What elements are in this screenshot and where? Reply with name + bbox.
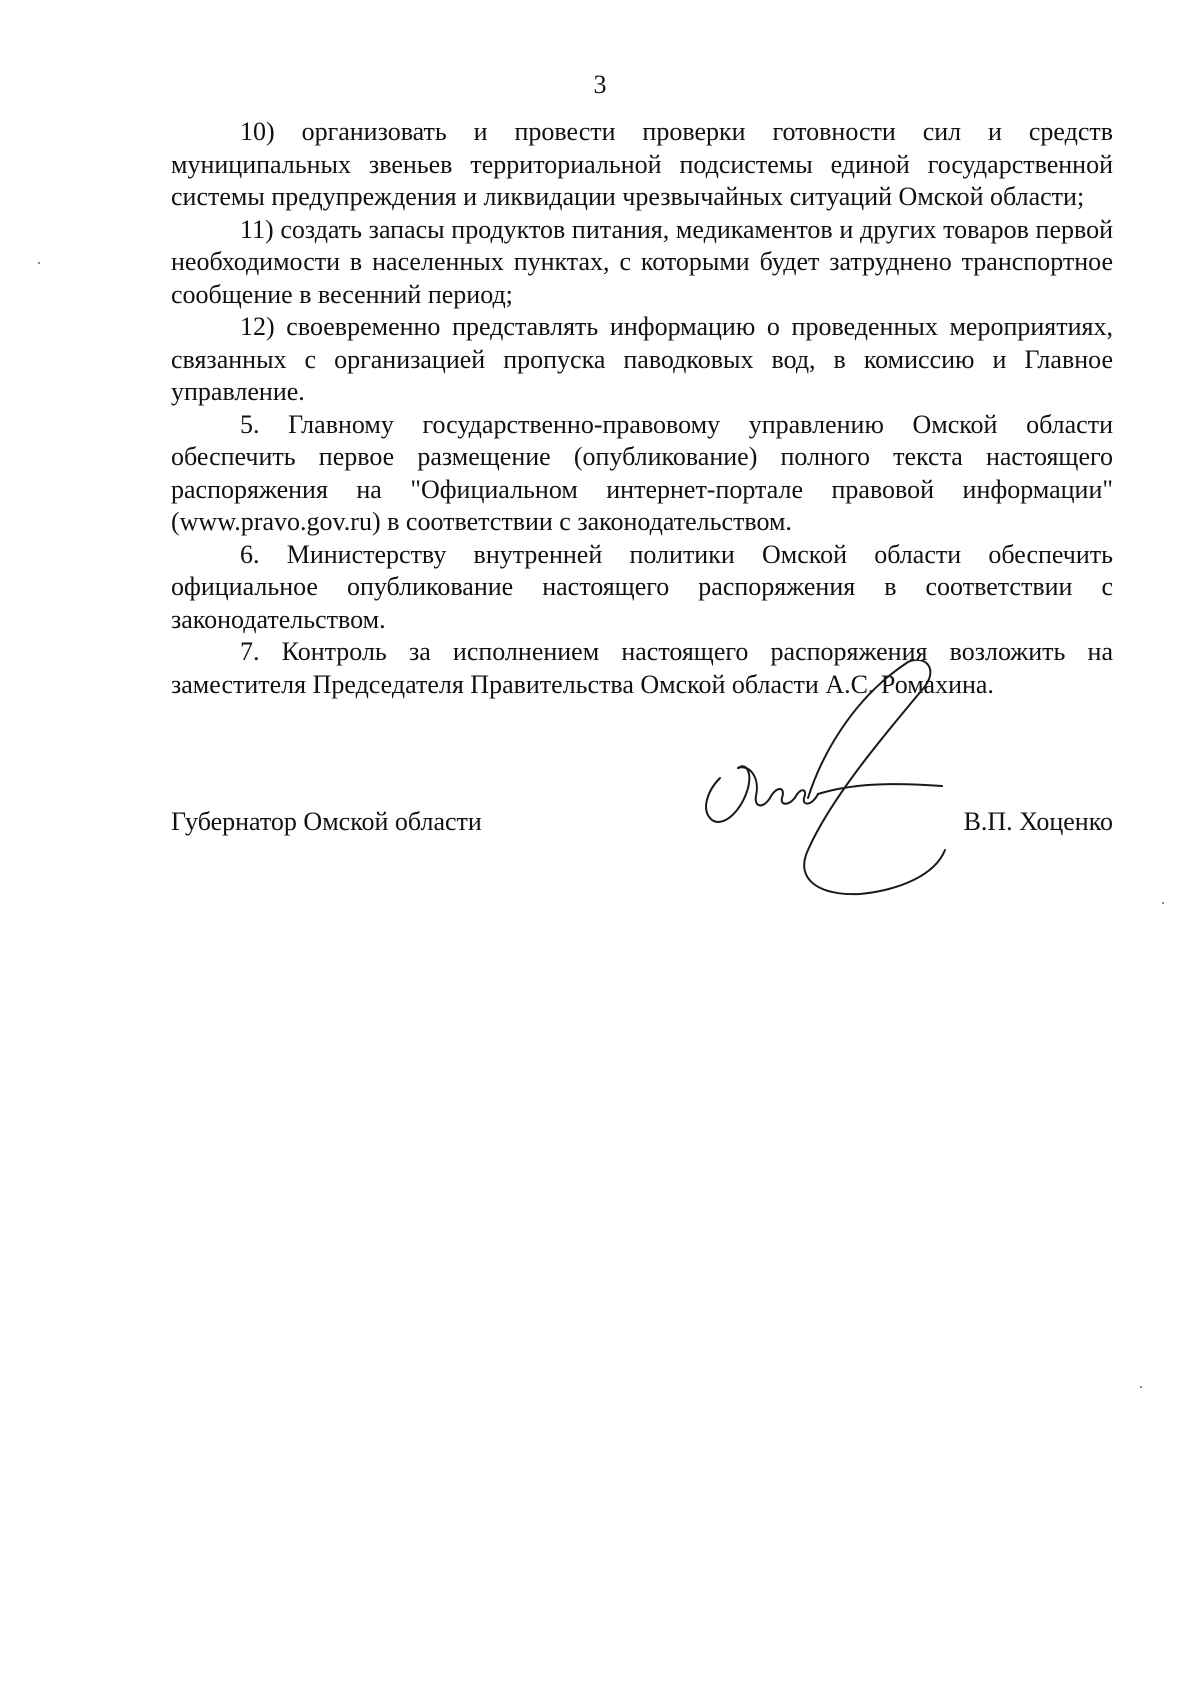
- signature-block: [171, 806, 1113, 846]
- page-number: 3: [593, 70, 607, 99]
- paragraph-item-11: 11) создать запасы продуктов питания, медикаментов и других товаров первой необходимости в населенных пунктах, с которыми будет затруднено транспортное сообщение в весенний период;: [171, 214, 1113, 309]
- paragraph-item-12: 12) своевременно представлять информацию о проведенных мероприятиях, связанных с организацией пропуска паводковых вод, в комиссию и Главное управление.: [171, 312, 1113, 406]
- signer-position: Губернатор Омской области: [171, 807, 482, 836]
- paragraph-clause-7: 7. Контроль за исполнением настоящего распоряжения возложить на заместителя Председателя Правительства Омской области А.С. Ромахина.: [171, 637, 1113, 699]
- paragraph-clause-5: 5. Главному государственно-правовому управлению Омской области обеспечить первое размещение (опубликование) полного текста настоящего распоряжения на "Официальном интернет-портале правовой информации" (www.pravo.gov.ru) в соответствии с законодательством.: [171, 409, 1113, 536]
- signer-name: В.П. Хоценко: [963, 807, 1113, 836]
- scan-speck: [1140, 1386, 1142, 1388]
- handwritten-signature: [690, 660, 950, 910]
- document-body: [171, 116, 1113, 701]
- paragraph-item-10: 10) организовать и провести проверки готовности сил и средств муниципальных звеньев территориальной подсистемы единой государственной системы предупреждения и ликвидации чрезвычайных ситуаций Омской области;: [171, 117, 1113, 211]
- paragraph-clause-6: 6. Министерству внутренней политики Омской области обеспечить официальное опубликование настоящего распоряжения в соответствии с законодательством.: [171, 539, 1113, 634]
- scan-speck: [38, 262, 40, 264]
- scan-speck: [1162, 902, 1164, 904]
